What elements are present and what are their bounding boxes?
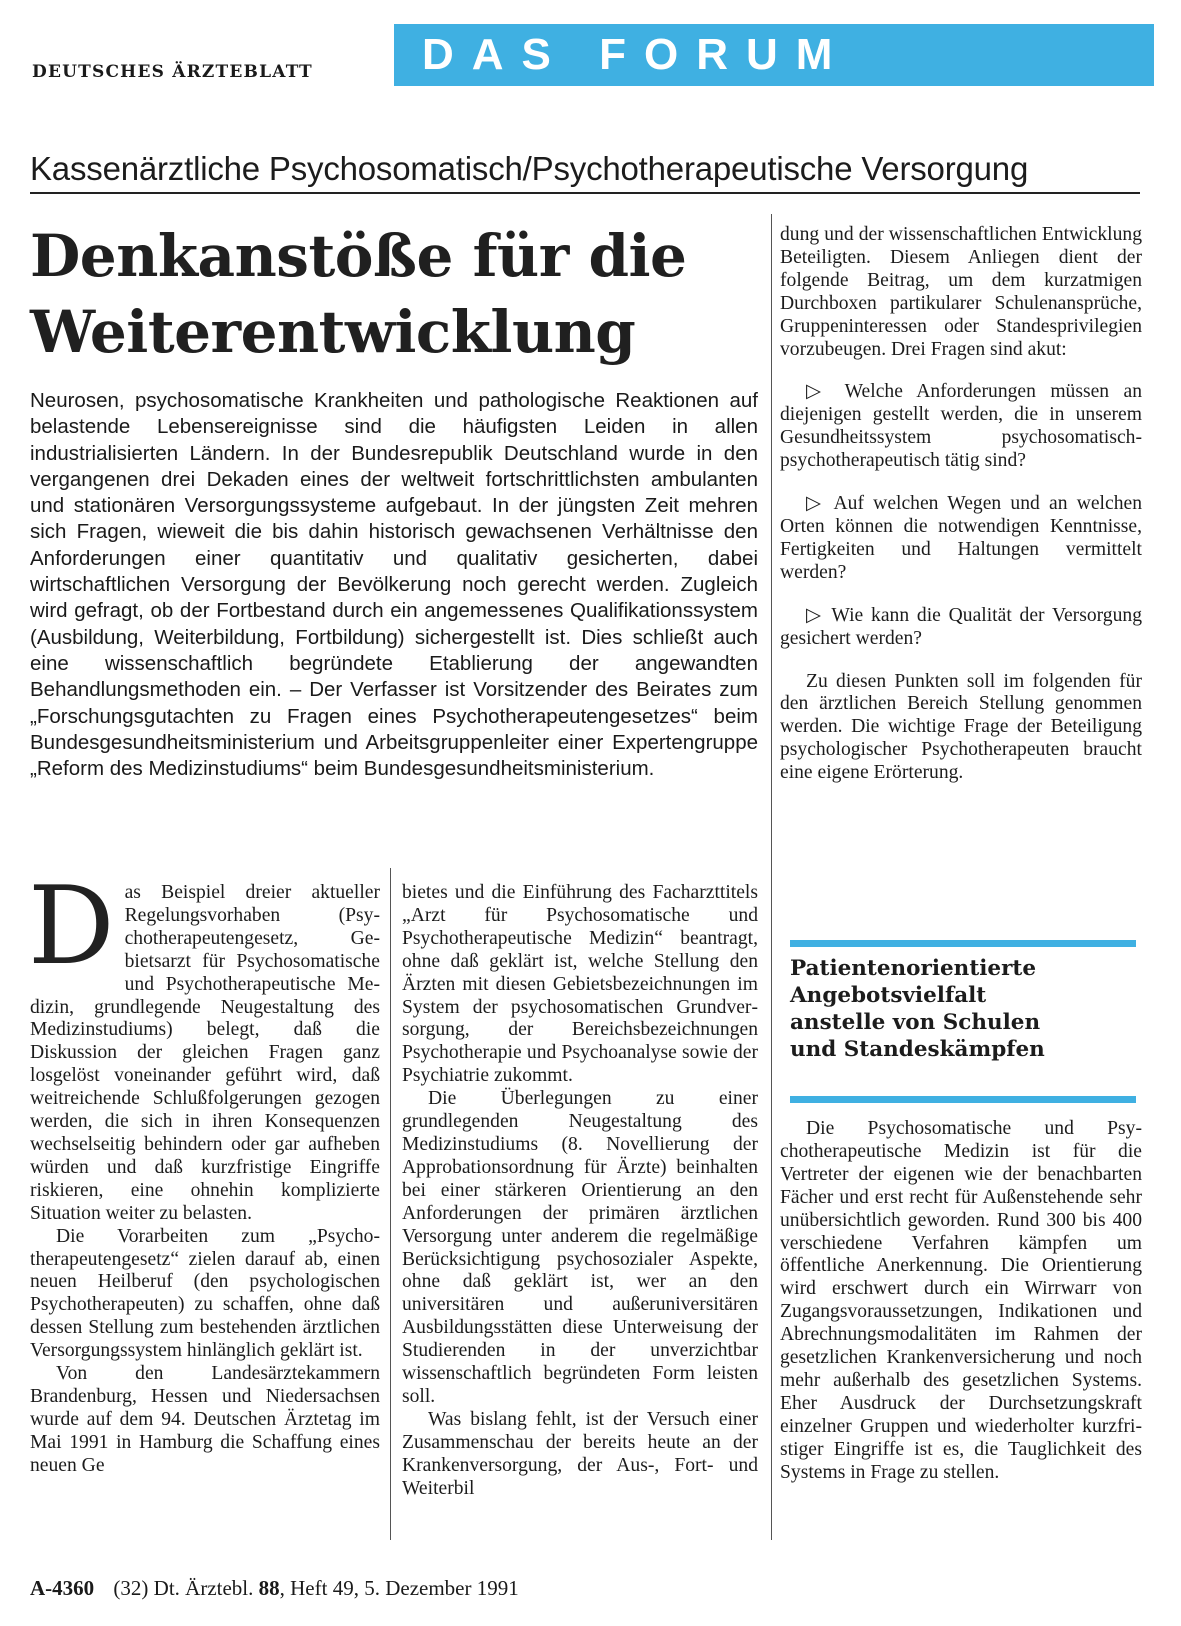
body-paragraph: bietes und die Einführung des Facharzttitels „Arzt für Psychosomatische und Psychotherapeutische Medizin“ beantragt, ohne daß geklärt ist, welche Stellung den Ärzten mit diesen Gebietsbezeichnungen im System der psychosomatischen Grundversorgung, der Bereichsbezeichnungen Psychotherapie und Psychoanalyse sowie der Psychiatrie zukommt. [402, 882, 758, 1087]
publication-name: DEUTSCHES ÄRZTEBLATT [32, 62, 313, 82]
body-paragraph: Von den Landesärztekammern Brandenburg, Hessen und Niedersachsen wurde auf dem 94. Deutschen Ärztetag im Mai 1991 in Hamburg die Schaffung eines neuen Ge [30, 1363, 380, 1476]
subhead-bar-bottom [790, 1096, 1136, 1103]
citation-issue: , Heft 49, 5. Dezember 1991 [279, 1576, 519, 1600]
body-paragraph: Was bislang fehlt, ist der Versuch einer Zusammenschau der bereits heute an der Krankenversorgung, der Aus-, Fort- und Weiterbil [402, 1408, 758, 1499]
body-column-1 [28, 864, 380, 1478]
body-paragraph: Die Überlegungen zu einer grundlegenden Neugestaltung des Medizinstudiums (8. Novellierung der Approbationsordnung für Ärzte) beinhalten bei einer stärkeren Orientierung an den Anforderungen der primären ärztlichen Versorgung unter anderem die regelmäßige Berücksichtigung psychosozialer Aspekte, ohne daß geklärt ist, wer an den universitären und außeruniversitären Ausbildungsstätten diese Unterweisung der Studierenden in der unverzichtbar wissenschaftlich begründeten Form leisten soll. [402, 1088, 758, 1407]
question-item: ▷ Wie kann die Qualität der Versorgung gesichert werden? [780, 604, 1142, 649]
volume-number: 88 [258, 1576, 280, 1600]
drop-cap: D [28, 864, 115, 989]
body-paragraph: Zu diesen Punkten soll im folgenden für den ärztlichen Bereich Stellung genommen werden. Die wichtige Frage der Beteiligung psychologischer Psychotherapeuten braucht eine eigene Erörterung. [780, 670, 1142, 784]
body-paragraph: dung und der wissenschaftlichen Entwicklung Beteiligten. Diesem Anliegen dient der folgende Beitrag, um dem kurzatmigen Durchboxen partikularer Schulenansprüche, Gruppeninteressen oder Standesprivilegien vorzubeugen. Drei Fragen sind akut: [780, 224, 1142, 360]
headline-line-1: Denkanstöße für die [30, 222, 687, 290]
section-title: DAS FORUM [422, 30, 851, 79]
body-column-2 [402, 882, 758, 1500]
subheading-line: Patientenorientierte [790, 956, 1037, 981]
paragraph-text: as Beispiel dreier aktueller Regelungsvorhaben (Psychotherapeutengesetz, Gebietsarzt für Psychosomatische und Psychotherapeutische Medizin, grundlegende Neugestaltung des Medizinstudiums) belegt, daß die Diskussion der gleichen Fragen ganz losgelöst voneinander geführt wird, daß weitreichende Schlußfolgerungen gezogen werden, die sich in ihren Konsequenzen wechselseitig behindern oder gar aufheben würden und daß kurzfristige Eingriffe riskieren, eine ohnehin komplizierte Situation weiter zu belasten. [30, 882, 380, 1224]
lead-paragraph: Neurosen, psychosomatische Krankheiten und pathologische Reaktionen auf belastende Lebensereignisse sind die häufigsten Leiden in allen industrialisierten Ländern. In der Bundesrepublik Deutschland wurde in den vergangenen drei Dekaden eines der weltweit fortschrittlichsten ambulanten und stationären Versorgungssysteme aufgebaut. In der jüngsten Zeit mehren sich Fragen, wieweit die bis dahin historisch gewachsenen Verhältnisse den Anforderungen einer quantitativ und qualitativ gesicherten, dabei wirtschaftlichen Versorgung der Bevölkerung noch gerecht werden. Zugleich wird gefragt, ob der Fortbestand durch ein angemessenes Qualifikationssystem (Ausbildung, Weiterbildung, Fortbildung) sichergestellt ist. Dies schließt auch eine wissenschaftlich begründete Etablierung der angewandten Behandlungsmethoden ein. – Der Verfasser ist Vorsitzender des Beirates zum „Forschungsgutachten zu Fragen eines Psychotherapeutengesetzes“ beim Bundesgesundheitsministerium und Arbeitsgruppenleiter einer Expertengruppe „Reform des Medizinstudiums“ beim Bundesgesundheitsministerium. [30, 389, 758, 781]
body-paragraph [28, 864, 380, 1226]
kicker: Kassenärztliche Psychosomatisch/Psychotherapeutische Versorgung [30, 150, 1029, 187]
body-column-3-continued [780, 1118, 1142, 1485]
column-divider [390, 868, 391, 1540]
section-banner [394, 24, 1154, 86]
question-item: ▷ Welche Anforderungen müssen an diejenigen gestellt werden, die in unserem Gesundheitssystem psychosomatisch-psychotherapeutisch tätig sind? [780, 381, 1142, 472]
body-column-3 [780, 224, 1142, 785]
body-paragraph: Die Vorarbeiten zum „Psychotherapeutengesetz“ zielen darauf ab, einen neuen Heilberuf (den psychologischen Psychotherapeuten) zu schaffen, ohne daß dessen Stellung zum bestehenden ärztlichen Versorgungssystem hinlänglich geklärt ist. [30, 1225, 380, 1362]
question-item: ▷ Auf welchen Wegen und an welchen Orten können die notwendigen Kenntnisse, Fertigkeiten und Haltungen vermittelt werden? [780, 493, 1142, 583]
subheading [790, 955, 1136, 1063]
citation-prefix: (32) Dt. Ärztebl. [113, 1576, 254, 1600]
subhead-bar-top [790, 940, 1136, 947]
body-paragraph: Die Psychosomatische und Psychotherapeutische Medizin ist für die Vertreter der eigenen wie der benachbarten Fächer und erst recht für Außenstehende sehr unübersichtlich geworden. Rund 300 bis 400 verschiedene Verfahren kämpfen um öffentliche Anerkennung. Die Orientierung wird erschwert durch ein Wirrwarr von Zugangsvoraussetzungen, Indikationen und Abrechnungsmodalitäten im Rahmen der gesetzlichen Krankenversicherung und noch mehr außerhalb des gesetzlichen Systems. Eher Ausdruck der Durchsetzungskraft einzelner Gruppen und wiederholter kurzfristiger Eingriffe ist es, die Tauglichkeit des Systems in Frage zu stellen. [780, 1118, 1142, 1483]
subheading-line: Angebotsvielfalt [790, 983, 987, 1008]
kicker-rule [30, 192, 1140, 194]
headline [30, 218, 770, 370]
subheading-line: anstelle von Schulen [790, 1010, 1041, 1035]
headline-line-2: Weiterentwicklung [30, 298, 636, 366]
page-footer [30, 1576, 730, 1601]
page-code: A-4360 [30, 1576, 95, 1600]
subheading-line: und Standeskämpfen [790, 1037, 1045, 1062]
column-divider [771, 214, 772, 1540]
